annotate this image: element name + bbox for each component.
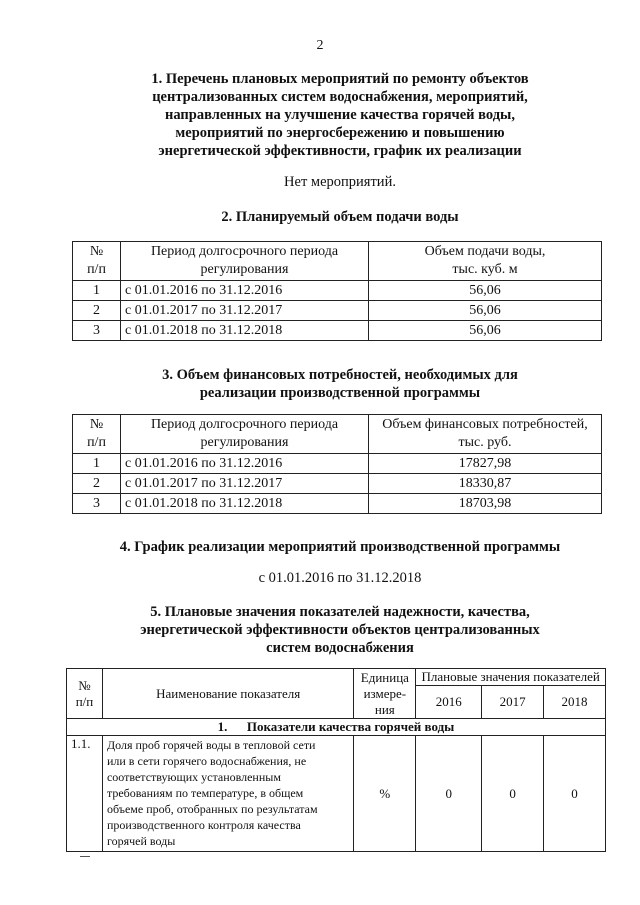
section3-title bbox=[60, 366, 620, 402]
table-header-row bbox=[67, 669, 606, 686]
row-period: с 01.01.2018 по 31.12.2018 bbox=[121, 494, 369, 514]
section4-period: с 01.01.2016 по 31.12.2018 bbox=[258, 570, 422, 586]
header-num: № п/п bbox=[67, 669, 103, 719]
row-period: с 01.01.2016 по 31.12.2016 bbox=[121, 281, 369, 301]
header-year-2018: 2018 bbox=[544, 686, 606, 719]
header-year-2016: 2016 bbox=[416, 686, 482, 719]
section1-title-line: мероприятий по энергосбережению и повышению bbox=[175, 125, 505, 141]
table-row bbox=[73, 494, 602, 514]
section5-title bbox=[60, 603, 620, 657]
table-row bbox=[73, 474, 602, 494]
row-value: 17827,98 bbox=[369, 454, 602, 474]
section1-title bbox=[60, 70, 620, 160]
indicators-table bbox=[66, 668, 606, 852]
row-num: 1 bbox=[73, 454, 121, 474]
row-indicator-name: Доля проб горячей воды в тепловой сети или в сети горячего водоснабжения, не соответствующих установленным требованиям по температуре, в общем объеме проб, отобранных по результатам производственного контроля качества горячей воды bbox=[102, 736, 353, 852]
group-title: 1. Показатели качества горячей воды bbox=[67, 719, 606, 736]
row-value: 56,06 bbox=[369, 301, 602, 321]
section1-title-line: направленных на улучшение качества горячей воды, bbox=[164, 107, 515, 123]
table-row bbox=[73, 281, 602, 301]
section3-title-line: реализации производственной программы bbox=[199, 385, 481, 401]
row-num: 1.1. bbox=[67, 736, 103, 852]
section5-title-line: 5. Плановые значения показателей надежности, качества, bbox=[150, 604, 530, 620]
section1-note: Нет мероприятий. bbox=[284, 174, 396, 190]
table-header-row bbox=[73, 415, 602, 454]
table-row bbox=[67, 736, 606, 852]
header-indicator-name: Наименование показателя bbox=[102, 669, 353, 719]
table-row bbox=[73, 321, 602, 341]
row-value-2018: 0 bbox=[544, 736, 606, 852]
row-value-2017: 0 bbox=[482, 736, 544, 852]
row-num: 3 bbox=[73, 494, 121, 514]
row-value-2016: 0 bbox=[416, 736, 482, 852]
section1-title-line: централизованных систем водоснабжения, мероприятий, bbox=[152, 89, 528, 105]
section5-title-line: энергетической эффективности объектов централизованных bbox=[140, 622, 540, 638]
row-period: с 01.01.2017 по 31.12.2017 bbox=[121, 474, 369, 494]
scan-mark bbox=[80, 856, 90, 857]
header-num: № п/п bbox=[73, 242, 121, 281]
row-num: 1 bbox=[73, 281, 121, 301]
section1-title-line: энергетической эффективности, график их реализации bbox=[158, 143, 522, 159]
section1-title-line: 1. Перечень плановых мероприятий по ремонту объектов bbox=[151, 71, 529, 87]
row-unit: % bbox=[354, 736, 416, 852]
header-period: Период долгосрочного периода регулирования bbox=[121, 242, 369, 281]
group-row bbox=[67, 719, 606, 736]
header-planned-values: Плановые значения показателей bbox=[416, 669, 606, 686]
table-row bbox=[73, 454, 602, 474]
row-num: 2 bbox=[73, 474, 121, 494]
row-period: с 01.01.2018 по 31.12.2018 bbox=[121, 321, 369, 341]
row-period: с 01.01.2017 по 31.12.2017 bbox=[121, 301, 369, 321]
row-period: с 01.01.2016 по 31.12.2016 bbox=[121, 454, 369, 474]
header-volume: Объем подачи воды, тыс. куб. м bbox=[369, 242, 602, 281]
row-num: 3 bbox=[73, 321, 121, 341]
header-period: Период долгосрочного периода регулирования bbox=[121, 415, 369, 454]
row-value: 18330,87 bbox=[369, 474, 602, 494]
page-number: 2 bbox=[316, 38, 324, 53]
table-row bbox=[73, 301, 602, 321]
header-financial: Объем финансовых потребностей, тыс. руб. bbox=[369, 415, 602, 454]
row-num: 2 bbox=[73, 301, 121, 321]
row-value: 56,06 bbox=[369, 281, 602, 301]
header-num: № п/п bbox=[73, 415, 121, 454]
header-unit: Единица измере- ния bbox=[354, 669, 416, 719]
section4-title: 4. График реализации мероприятий производственной программы bbox=[119, 539, 561, 555]
row-value: 18703,98 bbox=[369, 494, 602, 514]
row-value: 56,06 bbox=[369, 321, 602, 341]
section2-title: 2. Планируемый объем подачи воды bbox=[221, 209, 459, 225]
supply-volume-table bbox=[72, 241, 602, 341]
section3-title-line: 3. Объем финансовых потребностей, необходимых для bbox=[162, 367, 518, 383]
financial-needs-table bbox=[72, 414, 602, 514]
header-year-2017: 2017 bbox=[482, 686, 544, 719]
table-header-row bbox=[73, 242, 602, 281]
section5-title-line: систем водоснабжения bbox=[266, 640, 414, 656]
